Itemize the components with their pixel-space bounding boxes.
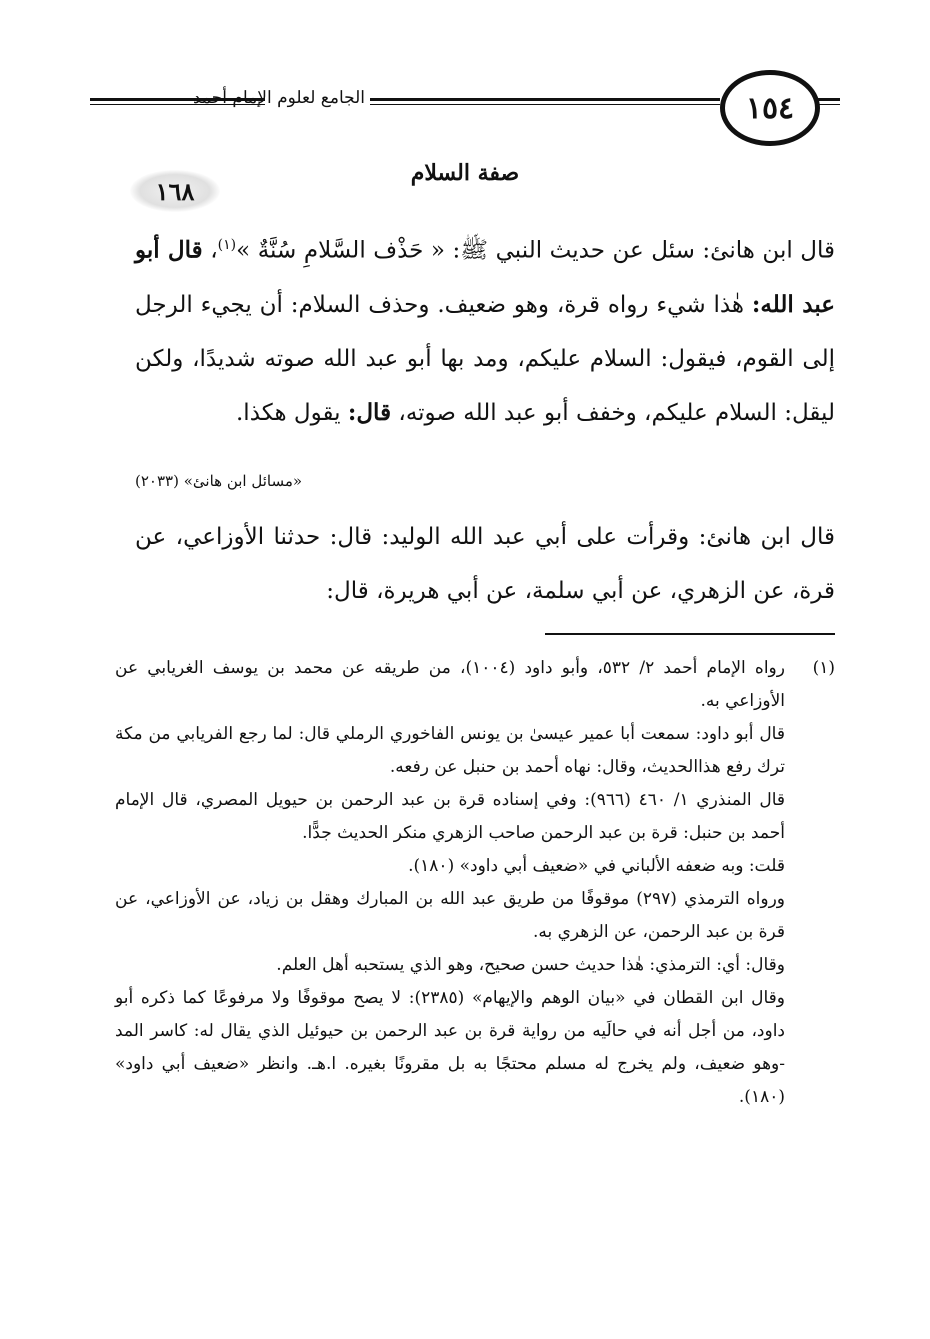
- paragraph-body-2: يقول هكذا.: [236, 399, 341, 426]
- header-rule-middle-thin: [370, 104, 720, 105]
- footnote-line: قال أبو داود: سمعت أبا عمير عيسىٰ بن يونس الفاخوري الرملي قال: لما رجع الفريابي من مكة ترك رفع هذاالحديث، وقال: نهاه أحمد بن حنبل عن رفعه.: [115, 724, 785, 777]
- speaker-label: قال أبو عبد الله:: [135, 236, 836, 318]
- footnote-line: ورواه الترمذي (٢٩٧) موقوفًا من طريق عبد الله بن المبارك وهقل بن زياد، عن الأوزاعي، عن قرة بن عبد الرحمن، عن الزهري به.: [115, 889, 785, 942]
- footnote-line: رواه الإمام أحمد ٢/ ٥٣٢، وأبو داود (١٠٠٤)، من طريقه عن محمد بن يوسف الغريابي عن الأوزاعي به.: [115, 658, 785, 711]
- paragraph-intro-end: ،: [210, 237, 218, 264]
- header-rule-right-thin: [815, 104, 840, 105]
- header-rule-right: [815, 98, 840, 101]
- paragraph-body: هٰذا شيء رواه قرة، وهو ضعيف. وحذف السلام: أن يجيء الرجل إلى القوم، فيقول: السلام عليكم، ومد بها أبو عبد الله صوته شديدًا، ولكن ليقل: السلام عليكم، وخفف أبو عبد الله صوته،: [135, 291, 835, 426]
- header-rule-middle: [370, 98, 720, 101]
- footnote-divider: [545, 633, 835, 635]
- footnote-number: (١): [812, 658, 835, 678]
- footnote-line: قلت: وبه ضعفه الألباني في «ضعيف أبي داود» (١٨٠).: [408, 856, 785, 876]
- paragraph-intro: قال ابن هانئ: سئل عن حديث النبي ﷺ: « حَذْف السَّلامِ سُنَّةٌ »: [236, 237, 835, 264]
- main-paragraph-1: [135, 218, 835, 440]
- page-header: [90, 62, 840, 142]
- footnotes: [115, 652, 835, 1114]
- entry-number-badge: ١٦٨: [130, 170, 220, 212]
- footnote-line: وقال ابن القطان في «بيان الوهم والإيهام» (٢٣٨٥): لا يصح موقوفًا ولا مرفوعًا كما ذكره أبو داود، من أجل أنه في حالَيه من رواية قرة بن عبد الرحمن بن حيوئيل الذي يقال له: كاسر المد -وهو ضعيف، ولم يخرج له مسلم محتجًا به بل مقرونًا بغيره. ا.هـ. وانظر «ضعيف أبي داود» (١٨٠).: [115, 988, 785, 1107]
- footnote-line: وقال: أي: الترمذي: هٰذا حديث حسن صحيح، وهو الذي يستحبه أهل العلم.: [276, 955, 785, 975]
- footnote-line: قال المنذري ١/ ٤٦٠ (٩٦٦): وفي إسناده قرة بن عبد الرحمن بن حيويل المصري، قال الإمام أحمد بن حنبل: قرة بن عبد الرحمن صاحب الزهري منكر الحديث جدًّا.: [115, 790, 786, 843]
- main-paragraph-2: قال ابن هانئ: وقرأت على أبي عبد الله الوليد: قال: حدثنا الأوزاعي، عن قرة، عن الزهري، عن أبي سلمة، عن أبي هريرة، قال:: [135, 524, 835, 604]
- book-title: الجامع لعلوم الإمام أحمد: [193, 88, 365, 108]
- speaker-label-2: قال:: [347, 398, 392, 426]
- section-title: صفة السلام: [410, 160, 520, 186]
- footnote-body: [115, 652, 785, 1114]
- source-reference: «مسائل ابن هانئ» (٢٠٣٣): [135, 472, 303, 490]
- footnote-marker: (١): [217, 237, 237, 253]
- page-number-badge: ١٥٤: [720, 70, 820, 146]
